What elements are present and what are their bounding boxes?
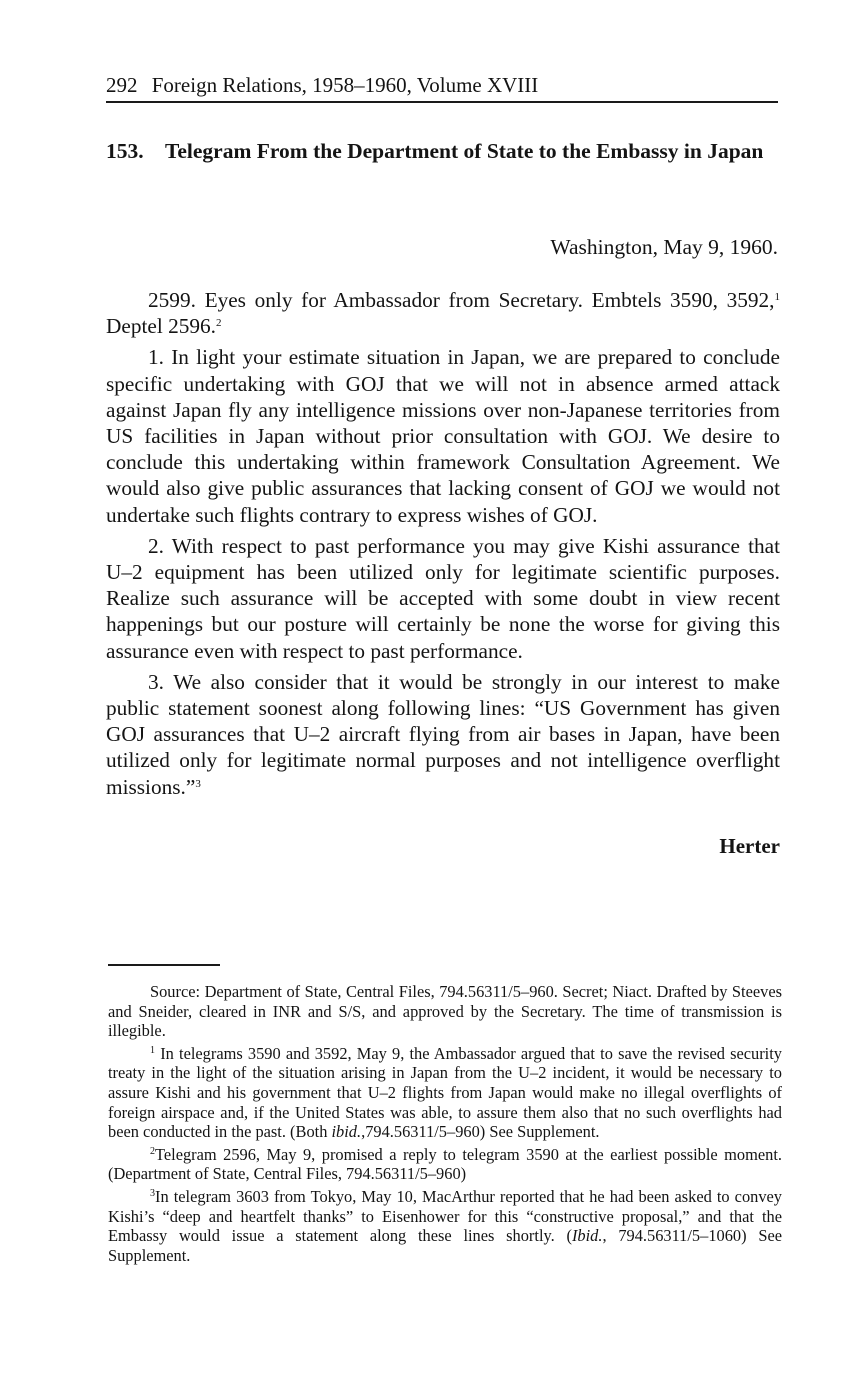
document-heading [106, 137, 778, 165]
volume-title: Foreign Relations, 1958–1960, Volume XVIII [151, 73, 539, 97]
footnote-ref-2: 2 [216, 317, 222, 330]
document-number: 153. [106, 139, 144, 163]
footnote-marker: 1 [150, 1044, 155, 1056]
footnote-1: $^1$ In telegrams 3590 and 3592, May 9, the Ambassador argued that to save the revised security treaty in the light of the situation arising in Japan from the U–2 incident, it would be necessary to assure Kishi and his government that U–2 flights from Japan would make no illegal overflights of foreign airspace and, if the United States was able, to assure them also that no such overflights had been conducted in the past. (Both ibid.,794.56311/5–960) See Supplement. [108, 1043, 782, 1142]
page-number: 292 [106, 73, 138, 97]
paragraph-3: 3. We also consider that it would be strongly in our interest to make public statement soonest along following lines: “US Government has given GOJ assurances that U–2 aircraft flying from air bases in Japan, have been utilized only for legitimate normal purposes and not intelligence overflight missions.”$^3$ [106, 669, 780, 799]
footnote-ref-3: 3 [195, 777, 201, 790]
intro-paragraph: 2599. Eyes only for Ambassador from Secretary. Embtels 3590, 3592,$^1$ Deptel 2596.$^2$ [106, 288, 780, 339]
footnotes [108, 982, 782, 1268]
footnote-divider [108, 964, 220, 966]
document-title: Telegram From the Department of State to the Embassy in Japan [165, 139, 764, 163]
running-header [106, 70, 778, 103]
paragraph-1: 1. In light your estimate situation in Japan, we are prepared to conclude specific undertaking with GOJ that we will not in absence armed attack against Japan fly any intelligence missions over non-Japanese territories from US facilities in Japan without prior consultation with GOJ. We desire to conclude this undertaking within framework Consultation Agreement. We would also give public assurances that lacking consent of GOJ we would not undertake such flights contrary to express wishes of GOJ. [106, 345, 780, 527]
footnote-marker: 2 [150, 1145, 155, 1157]
footnote-2: $^2$Telegram 2596, May 9, promised a reply to telegram 3590 at the earliest possible moment. (Department of State, Central Files, 794.56311/5–960) [108, 1144, 782, 1184]
source-note: Source: Department of State, Central Files, 794.56311/5–960. Secret; Niact. Drafted by Steeves and Sneider, cleared in INR and S/S, and approved by the Secretary. The time of transmission is illegible. [108, 982, 782, 1041]
signature: Herter [719, 834, 780, 858]
footnote-marker: 3 [150, 1187, 155, 1199]
footnote-3: $^3$In telegram 3603 from Tokyo, May 10, MacArthur reported that he had been asked to convey Kishi’s “deep and heartfelt thanks” to Eisenhower for this “constructive proposal,” and that the Embassy would issue a statement along these lines shortly. (Ibid., 794.56311/5–1060) See Supplement. [108, 1186, 782, 1265]
paragraph-2: 2. With respect to past performance you may give Kishi assurance that U–2 equipment has been utilized only for legitimate scientific purposes. Realize such assurance will be accepted with some doubt in view recent happenings but our posture will certainly be none the worse for giving this assurance even with respect to past performance. [106, 533, 780, 663]
dateline: Washington, May 9, 1960. [550, 235, 778, 259]
telegram-body [106, 287, 780, 805]
footnote-ref-1: 1 [774, 291, 780, 303]
